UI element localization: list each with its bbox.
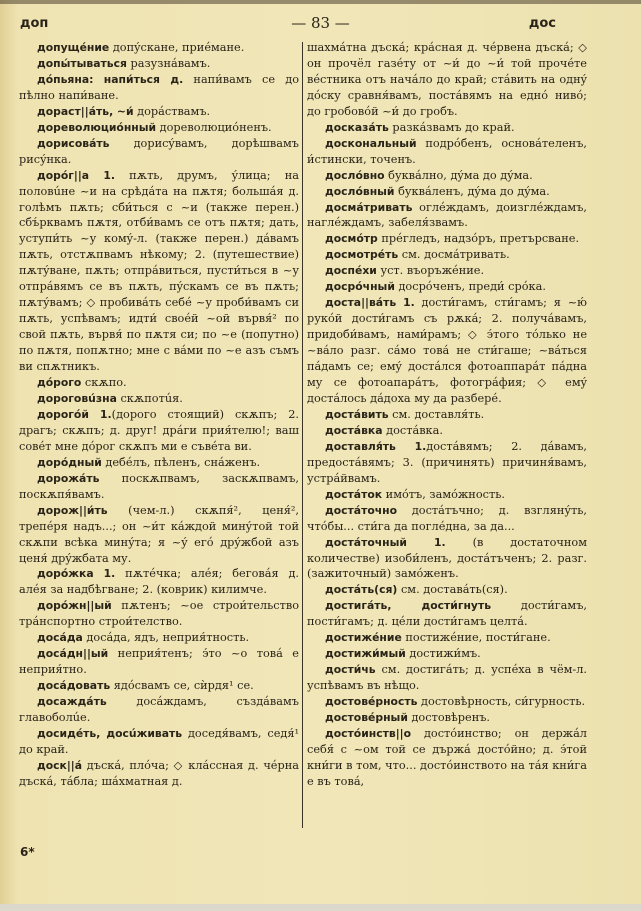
entry-headword: дораст||áть, ~и́ xyxy=(37,104,134,118)
entry-headword: достáток xyxy=(325,487,383,501)
right-column xyxy=(307,40,587,790)
dictionary-entry xyxy=(19,758,299,790)
dictionary-entry xyxy=(19,40,299,56)
entry-definition: неприя́тенъ; э́то ~о товá е неприя́тно. xyxy=(19,647,299,677)
dictionary-entry xyxy=(19,407,299,455)
entry-headword: доста||вáть 1. xyxy=(325,296,415,310)
dictionary-entry xyxy=(307,630,587,646)
entry-headword: досказáть xyxy=(325,120,389,134)
right-guide-word: дос xyxy=(528,16,556,31)
entry-definition: достижи́мъ. xyxy=(405,647,481,661)
dictionary-entry xyxy=(307,247,587,263)
entry-definition: дореволюциóненъ. xyxy=(156,120,272,134)
entry-definition: (чем-л.) скѫпя́², ценя́², трепéря надъ...; он ~и́т кáждой минýтой той скѫпи всѣка минýта; я ~ý егó дрýжбой азъ ценя́ дрýжбата му. xyxy=(19,503,299,565)
entry-headword: дорогóй 1. xyxy=(37,407,112,421)
dictionary-entry xyxy=(307,694,587,710)
dictionary-entry xyxy=(307,168,587,184)
entry-headword: дорóдный xyxy=(37,455,102,469)
entry-definition: достовѣрность, си́гурность. xyxy=(417,695,586,709)
entry-headword: допы́тываться xyxy=(37,56,127,70)
entry-headword: дости́чь xyxy=(325,663,376,677)
dictionary-entry xyxy=(307,200,587,232)
entry-definition: дъскá, плóча; ◇ клáссная д. чéрна дъскá, тáбла; шáхматная д. xyxy=(19,758,299,788)
entry-definition: имóтъ, замóжность. xyxy=(382,487,505,501)
entry-headword: дорóг||а 1. xyxy=(37,168,116,182)
dictionary-entry xyxy=(307,40,587,120)
entry-headword: достáточно xyxy=(325,503,398,517)
dictionary-entry xyxy=(307,231,587,247)
dictionary-entry xyxy=(307,535,587,583)
entry-headword: досидéть, досúживать xyxy=(37,726,183,740)
entry-definition: допýскане, приéмане. xyxy=(109,41,245,54)
dictionary-entry xyxy=(19,391,299,407)
entry-headword: доспéхи xyxy=(325,264,377,278)
entry-headword: досáдн||ый xyxy=(37,647,109,661)
dictionary-entry xyxy=(307,598,587,630)
entry-headword: дослóвный xyxy=(325,184,395,198)
dictionary-entry xyxy=(19,726,299,758)
entry-definition: скѫпотúя. xyxy=(116,391,183,405)
dictionary-entry xyxy=(19,136,299,168)
dictionary-entry xyxy=(19,455,299,471)
entry-definition: дости́гамъ, пости́гамъ; д. цéли дости́гамъ целтá. xyxy=(307,599,587,629)
entry-headword: допущéние xyxy=(37,41,110,54)
dictionary-entry xyxy=(307,726,587,790)
entry-definition: дебéлъ, пѣленъ, снáженъ. xyxy=(101,455,261,469)
entry-definition: разузнáвамъ. xyxy=(126,56,211,70)
page-number: — 83 — xyxy=(291,14,350,32)
entry-definition: см. доставáть(ся). xyxy=(397,583,508,597)
entry-definition: шахмáтна дъскá; крáсная д. чéрвена дъскá; ◇ он прочёл газéту от ~и́ до ~и́ той прочéте вéстника отъ начáло до край; стáвить на однý дóску сравня́вамъ, постáвямъ на еднó нивó; до гробовóй ~и́ до гробъ. xyxy=(307,41,587,118)
entry-headword: достовéрный xyxy=(325,711,408,725)
entry-definition: достóинство; он держáл себя́ с ~ом той се държá достóйно; д. э́той кни́ги в том, что... достóинството на тáя кни́га е въ товá, xyxy=(307,726,587,788)
dictionary-entry xyxy=(307,423,587,439)
dictionary-entry xyxy=(19,678,299,694)
entry-definition: досáждамъ, създáвамъ главоболúе. xyxy=(19,695,299,725)
entry-definition-continued: на половúне ~и на срѣдáта на пѫтя; большáя д. голѣмъ пѫть; сби́ться с ~и (также перен.) сбъ́рквамъ пѫтя, отби́вамъ се отъ пѫтя; дать, уступи́ть ~у комý-л. (также перен.) дáвамъ пѫть, отстѫпвамъ нѣкому; 2. (путешествие) пѫтýване, пѫть; отпрáвиться, пусти́ться в ~у отпрáвямъ се въ пѫть, пýскамъ се въ пѫть; пѫтýвамъ; ◇ пробивáть себé ~у проби́вамъ си пѫть, успѣвамъ; идти́ своéй ~ой вървя́² по свой пѫть, вървя́ по пѫтя си; по ~е (попутно) по пѫтя, попѫтно; мне с вáми по ~е азъ съмъ ви спѫтникъ. xyxy=(19,168,299,374)
entry-definition: подрóбенъ, основáтеленъ, и́стински, точенъ. xyxy=(307,136,587,166)
entry-headword: дорож||и́ть xyxy=(37,503,108,517)
dictionary-entry xyxy=(19,104,299,120)
entry-definition: см. достигáть; д. успéха в чём-л. успѣвамъ въ нѣщо. xyxy=(307,663,587,693)
entry-headword: достóинств||о xyxy=(325,726,412,740)
entry-headword: досмóтр xyxy=(325,232,378,246)
left-guide-word: доп xyxy=(20,16,49,31)
entry-definition: буквáленъ, дýма до дýма. xyxy=(394,184,550,198)
dictionary-entry xyxy=(307,279,587,295)
entry-definition: достáвка. xyxy=(382,423,443,437)
dictionary-entry xyxy=(307,582,587,598)
dictionary-entry xyxy=(19,120,299,136)
entry-headword: достигáть, дости́гнуть xyxy=(325,599,492,613)
entry-headword: дóрого xyxy=(37,376,82,390)
entry-headword: достижи́мый xyxy=(325,647,406,661)
dictionary-entry xyxy=(307,120,587,136)
entry-definition: (дорого стоящий) скѫпъ; 2. драгъ; скѫпъ; д. друг! дрáги прия́телю!; ваш совéт мне дóрог скѫпъ ми е съвéта ви. xyxy=(19,407,300,453)
entry-headword: достáточный 1. xyxy=(325,535,446,549)
dictionary-entry xyxy=(19,375,299,391)
entry-definition: поскѫпвамъ, заскѫпвамъ, поскѫпя́вамъ. xyxy=(19,471,299,501)
column-divider xyxy=(302,42,303,828)
dictionary-entry xyxy=(19,56,299,72)
entry-definition: достáвямъ; 2. дáвамъ, предостáвямъ; 3. (причинять) причиня́вамъ, устрáйвамъ. xyxy=(307,439,587,485)
dictionary-entry xyxy=(307,295,587,407)
entry-definition: пѫть, друмъ, ýлица; xyxy=(115,168,285,182)
entry-definition: дорáствамъ. xyxy=(133,104,211,118)
entry-headword: дороговúзна xyxy=(37,391,117,405)
entry-headword: доск||á xyxy=(37,758,83,772)
dictionary-entry xyxy=(19,630,299,646)
entry-headword: дорисовáть xyxy=(37,136,110,150)
entry-headword: достáть(ся) xyxy=(325,583,398,597)
dictionary-entry xyxy=(307,710,587,726)
dictionary-entry xyxy=(307,487,587,503)
dictionary-entry xyxy=(307,662,587,694)
entry-definition: дорисýвамъ, дорѣшвамъ рисýнка. xyxy=(19,136,299,166)
entry-headword: досмотрéть xyxy=(325,248,399,262)
entry-headword: доставля́ть 1. xyxy=(325,439,427,453)
dictionary-entry xyxy=(307,439,587,487)
entry-definition: (в достаточном количестве) изоби́ленъ, достáтъченъ; 2. разг. (зажиточный) замóженъ. xyxy=(307,535,587,581)
entry-definition: пѫтенъ; ~ое строи́тельство трáнспортно строи́телство. xyxy=(19,599,299,629)
entry-headword: досмáтривать xyxy=(325,200,413,214)
page-header xyxy=(0,14,641,34)
entry-headword: дослóвно xyxy=(325,168,385,182)
dictionary-entry xyxy=(307,136,587,168)
entry-headword: досáда xyxy=(37,631,83,645)
entry-definition: см. досмáтривать. xyxy=(398,248,510,262)
entry-definition: постижéние, пости́гане. xyxy=(401,631,551,645)
entry-definition: прéгледъ, надзóръ, претърсване. xyxy=(377,232,580,246)
entry-headword: достáвить xyxy=(325,407,389,421)
left-column xyxy=(19,40,299,790)
dictionary-entry xyxy=(19,598,299,630)
entry-headword: досаждáть xyxy=(37,695,107,709)
entry-definition: разкáзвамъ до край. xyxy=(388,120,515,134)
dictionary-entry xyxy=(19,168,299,375)
dictionary-entry xyxy=(19,72,299,104)
entry-definition: см. доставля́ть. xyxy=(388,407,485,421)
entry-definition: ядóсвамъ се, сѝрдя¹ се. xyxy=(110,679,254,693)
dictionary-entry xyxy=(307,407,587,423)
entry-definition: скѫпо. xyxy=(81,376,127,390)
dictionary-entry xyxy=(307,503,587,535)
entry-headword: дорóжн||ый xyxy=(37,599,112,613)
entry-definition: доседя́вамъ, седя́¹ до край. xyxy=(19,726,299,756)
entry-definition: досрóченъ, преди́ срóка. xyxy=(394,280,546,294)
entry-headword: доскональный xyxy=(325,136,417,150)
entry-headword: дореволюциóнный xyxy=(37,120,157,134)
dictionary-entry xyxy=(307,263,587,279)
entry-definition: достовѣренъ. xyxy=(407,711,491,725)
dictionary-entry xyxy=(19,646,299,678)
dictionary-entry xyxy=(19,471,299,503)
dictionary-entry xyxy=(19,694,299,726)
entry-headword: достижéние xyxy=(325,631,402,645)
entry-headword: досáдовать xyxy=(37,679,111,693)
entry-headword: дорóжка 1. xyxy=(37,567,116,581)
dictionary-entry xyxy=(19,503,299,567)
dictionary-entry xyxy=(19,566,299,598)
entry-headword: дóпьяна: напи́ться д. xyxy=(37,72,184,86)
entry-headword: дорожáть xyxy=(37,471,100,485)
entry-headword: достáвка xyxy=(325,423,383,437)
dictionary-entry xyxy=(307,646,587,662)
entry-definition: дости́гамъ, сти́гамъ; я ~ю́ рукóй дости́гамъ съ рѫкá; 2. получáвамъ, придоби́вамъ, нами́рамъ; ◇ э́того тóлько не ~вáло разг. сáмо товá не сти́гаше; ~вáться пáдамъ се; емý достáлся фотоаппарáт пáдна му се фотоапарáтъ, фотогрáфия; ◇ емý достáлось дáдоха му да разберé. xyxy=(307,296,587,405)
entry-definition: уст. въоръжéние. xyxy=(376,264,485,278)
entry-definition: оглéждамъ, доизглéждамъ, наглéждамъ, забеля́звамъ. xyxy=(307,200,587,230)
entry-headword: досрóчный xyxy=(325,280,395,294)
entry-definition: досáда, ядъ, неприя́тность. xyxy=(82,631,250,645)
entry-definition: достáтъчно; д. взгляну́ть, чтóбы... сти́га да поглéдна, за да... xyxy=(307,503,587,533)
signature-mark: 6* xyxy=(20,845,35,859)
entry-headword: достовéрность xyxy=(325,695,418,709)
entry-definition: пѫтéчка; алéя; беговáя д. алéя за надбѣгване; 2. (коврик) килимче. xyxy=(19,567,300,597)
dictionary-entry xyxy=(307,184,587,200)
entry-definition: напи́вамъ се до пѣлно напи́ване. xyxy=(19,72,300,102)
entry-definition: буквáлно, дýма до дýма. xyxy=(384,168,533,182)
